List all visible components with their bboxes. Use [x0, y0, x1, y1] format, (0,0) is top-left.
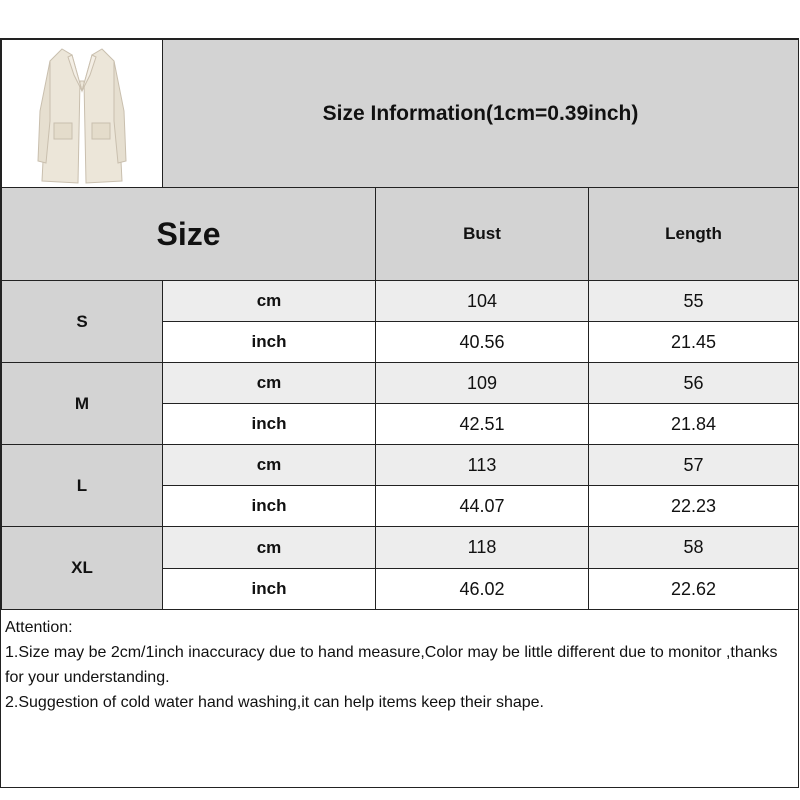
- coat-image: [32, 41, 132, 187]
- unit-cell: [162, 568, 376, 610]
- bust-inch-cell: [375, 485, 589, 527]
- page-title: Size Information(1cm=0.39inch): [322, 101, 639, 125]
- size-chart: [0, 38, 799, 788]
- unit-label: inch: [251, 496, 287, 515]
- bust-value: 40.56: [459, 331, 505, 352]
- page-title-cell: [162, 39, 799, 188]
- length-value: 22.62: [670, 578, 717, 599]
- product-image-cell: [1, 39, 163, 188]
- length-inch-cell: [588, 485, 799, 527]
- length-header-cell: [588, 187, 799, 281]
- length-inch-cell: [588, 403, 799, 445]
- length-value: 58: [683, 537, 704, 557]
- bust-cm-cell: [375, 526, 589, 569]
- bust-cm-cell: [375, 362, 589, 404]
- bust-header: Bust: [463, 224, 501, 243]
- unit-label: cm: [256, 537, 282, 557]
- size-label: S: [76, 311, 88, 331]
- bust-cm-cell: [375, 280, 589, 322]
- bust-inch-cell: [375, 321, 589, 363]
- unit-label: cm: [256, 291, 282, 310]
- length-cm-cell: [588, 526, 799, 569]
- unit-cell: [162, 362, 376, 404]
- length-inch-cell: [588, 321, 799, 363]
- size-cell-s: [1, 280, 163, 363]
- notes-heading: Attention:: [5, 619, 73, 636]
- size-header-cell: [1, 187, 376, 281]
- length-cm-cell: [588, 280, 799, 322]
- bust-value: 109: [466, 372, 498, 393]
- size-header: Size: [156, 215, 221, 252]
- bust-cm-cell: [375, 444, 589, 486]
- unit-label: inch: [251, 332, 287, 351]
- length-cm-cell: [588, 444, 799, 486]
- bust-inch-cell: [375, 568, 589, 610]
- length-value: 55: [683, 290, 704, 311]
- length-value: 57: [683, 454, 704, 475]
- unit-cell: [162, 485, 376, 527]
- unit-label: cm: [256, 373, 282, 392]
- unit-cell: [162, 403, 376, 445]
- unit-label: inch: [251, 579, 287, 598]
- unit-cell: [162, 526, 376, 569]
- note-line: 2.Suggestion of cold water hand washing,it can help items keep their shape.: [5, 694, 544, 711]
- size-label: XL: [71, 558, 93, 577]
- length-header: Length: [665, 224, 722, 243]
- note-line: 1.Size may be 2cm/1inch inaccuracy due to hand measure,Color may be little different due to monitor ,thanks for your understanding.: [5, 644, 778, 686]
- length-value: 21.45: [670, 331, 717, 352]
- size-label: L: [76, 475, 88, 495]
- size-cell-xl: [1, 526, 163, 610]
- size-label: M: [74, 393, 90, 413]
- length-inch-cell: [588, 568, 799, 610]
- unit-cell: [162, 280, 376, 322]
- attention-notes: [1, 609, 798, 787]
- length-value: 22.23: [670, 495, 717, 516]
- bust-value: 113: [467, 454, 497, 475]
- length-cm-cell: [588, 362, 799, 404]
- unit-label: inch: [251, 414, 287, 433]
- bust-value: 104: [466, 290, 498, 311]
- bust-inch-cell: [375, 403, 589, 445]
- unit-label: cm: [256, 455, 282, 474]
- unit-cell: [162, 321, 376, 363]
- bust-value: 46.02: [459, 578, 505, 599]
- length-value: 56: [683, 372, 704, 393]
- bust-value: 42.51: [459, 413, 505, 434]
- bust-header-cell: [375, 187, 589, 281]
- bust-value: 118: [467, 537, 497, 557]
- length-value: 21.84: [670, 413, 717, 434]
- size-cell-m: [1, 362, 163, 445]
- size-cell-l: [1, 444, 163, 527]
- bust-value: 44.07: [459, 495, 505, 516]
- unit-cell: [162, 444, 376, 486]
